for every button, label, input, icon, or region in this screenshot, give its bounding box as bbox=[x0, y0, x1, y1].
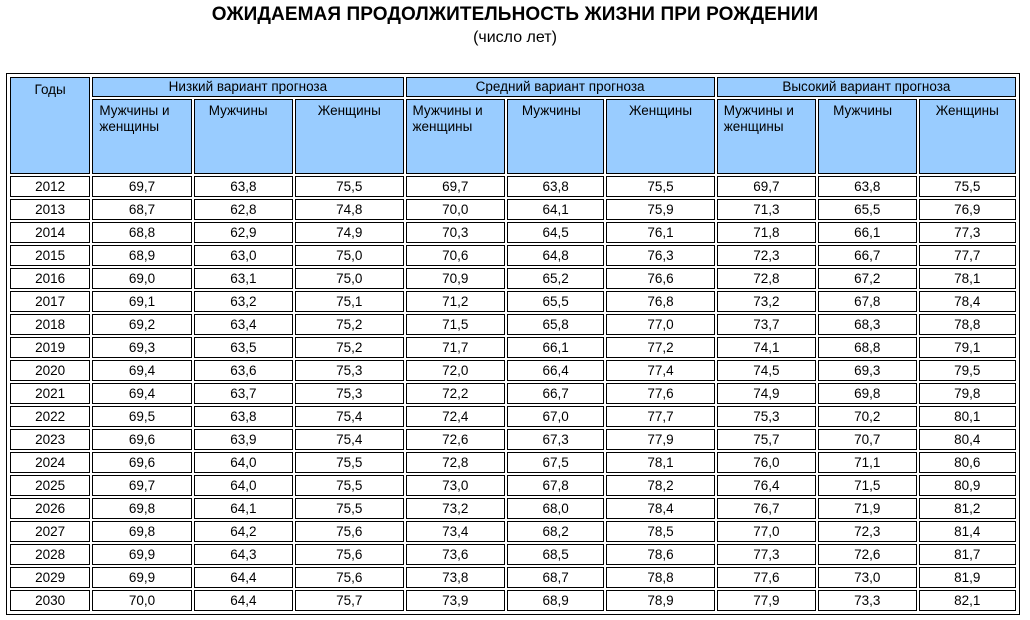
value-cell-low-both: 69,8 bbox=[92, 498, 191, 519]
table-row bbox=[10, 337, 1016, 358]
value-cell-medium-men: 66,7 bbox=[507, 383, 604, 404]
table-row bbox=[10, 590, 1016, 611]
value-cell-medium-women: 78,6 bbox=[606, 544, 714, 565]
value-cell-low-men: 63,7 bbox=[194, 383, 293, 404]
value-cell-medium-both: 73,4 bbox=[406, 521, 505, 542]
table-row bbox=[10, 429, 1016, 450]
value-cell-low-both: 68,9 bbox=[92, 245, 191, 266]
table-row bbox=[10, 222, 1016, 243]
value-cell-low-men: 64,0 bbox=[194, 452, 293, 473]
table-row bbox=[10, 199, 1016, 220]
value-cell-low-men: 63,1 bbox=[194, 268, 293, 289]
value-cell-high-both: 72,3 bbox=[717, 245, 816, 266]
value-cell-low-women: 75,5 bbox=[295, 475, 403, 496]
year-cell: 2025 bbox=[10, 475, 90, 496]
value-cell-low-men: 63,9 bbox=[194, 429, 293, 450]
value-cell-medium-men: 67,0 bbox=[507, 406, 604, 427]
value-cell-low-women: 75,2 bbox=[295, 314, 403, 335]
value-cell-medium-men: 65,2 bbox=[507, 268, 604, 289]
value-cell-high-women: 80,6 bbox=[919, 452, 1017, 473]
value-cell-high-women: 78,1 bbox=[919, 268, 1017, 289]
value-cell-low-women: 75,6 bbox=[295, 521, 403, 542]
sub-header-women-low: Женщины bbox=[295, 99, 403, 174]
value-cell-medium-women: 78,4 bbox=[606, 498, 714, 519]
value-cell-medium-men: 67,5 bbox=[507, 452, 604, 473]
year-cell: 2017 bbox=[10, 291, 90, 312]
value-cell-medium-women: 76,3 bbox=[606, 245, 714, 266]
value-cell-high-both: 74,5 bbox=[717, 360, 816, 381]
value-cell-low-both: 69,5 bbox=[92, 406, 191, 427]
value-cell-low-both: 69,6 bbox=[92, 429, 191, 450]
page-title: ОЖИДАЕМАЯ ПРОДОЛЖИТЕЛЬНОСТЬ ЖИЗНИ ПРИ РОЖДЕНИИ bbox=[211, 4, 819, 25]
value-cell-high-men: 68,8 bbox=[818, 337, 916, 358]
value-cell-medium-both: 73,8 bbox=[406, 567, 505, 588]
value-cell-high-women: 80,1 bbox=[919, 406, 1017, 427]
value-cell-high-men: 70,2 bbox=[818, 406, 916, 427]
value-cell-high-both: 69,7 bbox=[717, 176, 816, 197]
value-cell-high-men: 72,3 bbox=[818, 521, 916, 542]
value-cell-high-both: 77,6 bbox=[717, 567, 816, 588]
value-cell-low-women: 75,6 bbox=[295, 567, 403, 588]
year-cell: 2024 bbox=[10, 452, 90, 473]
value-cell-low-women: 74,8 bbox=[295, 199, 403, 220]
value-cell-high-men: 65,5 bbox=[818, 199, 916, 220]
year-cell: 2026 bbox=[10, 498, 90, 519]
table-row bbox=[10, 521, 1016, 542]
value-cell-low-men: 64,2 bbox=[194, 521, 293, 542]
year-cell: 2022 bbox=[10, 406, 90, 427]
value-cell-medium-men: 68,2 bbox=[507, 521, 604, 542]
value-cell-medium-both: 70,0 bbox=[406, 199, 505, 220]
year-cell: 2013 bbox=[10, 199, 90, 220]
value-cell-low-women: 75,3 bbox=[295, 360, 403, 381]
year-cell: 2021 bbox=[10, 383, 90, 404]
value-cell-medium-men: 65,5 bbox=[507, 291, 604, 312]
table-row bbox=[10, 176, 1016, 197]
value-cell-low-men: 64,3 bbox=[194, 544, 293, 565]
sub-header-both-low: Мужчины и женщины bbox=[92, 99, 191, 174]
value-cell-low-both: 69,9 bbox=[92, 567, 191, 588]
value-cell-high-women: 79,8 bbox=[919, 383, 1017, 404]
title-block bbox=[0, 4, 1030, 48]
year-cell: 2012 bbox=[10, 176, 90, 197]
value-cell-low-women: 75,3 bbox=[295, 383, 403, 404]
value-cell-low-men: 64,4 bbox=[194, 590, 293, 611]
value-cell-low-men: 63,8 bbox=[194, 406, 293, 427]
value-cell-low-women: 75,4 bbox=[295, 406, 403, 427]
value-cell-medium-men: 68,9 bbox=[507, 590, 604, 611]
value-cell-medium-both: 71,2 bbox=[406, 291, 505, 312]
value-cell-medium-men: 64,8 bbox=[507, 245, 604, 266]
table-row bbox=[10, 314, 1016, 335]
value-cell-medium-both: 72,6 bbox=[406, 429, 505, 450]
table-row bbox=[10, 498, 1016, 519]
value-cell-high-both: 73,7 bbox=[717, 314, 816, 335]
value-cell-medium-men: 68,0 bbox=[507, 498, 604, 519]
value-cell-low-women: 75,5 bbox=[295, 176, 403, 197]
value-cell-medium-both: 73,2 bbox=[406, 498, 505, 519]
value-cell-high-both: 71,8 bbox=[717, 222, 816, 243]
value-cell-medium-men: 65,8 bbox=[507, 314, 604, 335]
value-cell-high-women: 81,9 bbox=[919, 567, 1017, 588]
life-expectancy-table-frame bbox=[6, 73, 1020, 615]
value-cell-medium-women: 77,4 bbox=[606, 360, 714, 381]
value-cell-low-both: 69,4 bbox=[92, 360, 191, 381]
value-cell-high-women: 75,5 bbox=[919, 176, 1017, 197]
value-cell-medium-both: 70,9 bbox=[406, 268, 505, 289]
value-cell-medium-women: 78,8 bbox=[606, 567, 714, 588]
value-cell-high-women: 81,7 bbox=[919, 544, 1017, 565]
value-cell-low-men: 63,2 bbox=[194, 291, 293, 312]
value-cell-high-both: 77,9 bbox=[717, 590, 816, 611]
year-cell: 2014 bbox=[10, 222, 90, 243]
value-cell-high-both: 76,0 bbox=[717, 452, 816, 473]
value-cell-high-men: 69,8 bbox=[818, 383, 916, 404]
table-row bbox=[10, 475, 1016, 496]
life-expectancy-table bbox=[8, 75, 1018, 613]
value-cell-medium-women: 76,1 bbox=[606, 222, 714, 243]
group-header-high: Высокий вариант прогноза bbox=[717, 77, 1016, 97]
value-cell-low-both: 69,1 bbox=[92, 291, 191, 312]
value-cell-high-women: 78,4 bbox=[919, 291, 1017, 312]
value-cell-high-men: 73,0 bbox=[818, 567, 916, 588]
value-cell-low-men: 62,9 bbox=[194, 222, 293, 243]
table-row bbox=[10, 544, 1016, 565]
value-cell-medium-both: 71,5 bbox=[406, 314, 505, 335]
value-cell-high-women: 81,2 bbox=[919, 498, 1017, 519]
value-cell-high-men: 70,7 bbox=[818, 429, 916, 450]
value-cell-low-men: 63,4 bbox=[194, 314, 293, 335]
value-cell-low-men: 62,8 bbox=[194, 199, 293, 220]
value-cell-high-men: 71,9 bbox=[818, 498, 916, 519]
value-cell-medium-women: 77,7 bbox=[606, 406, 714, 427]
value-cell-low-women: 75,7 bbox=[295, 590, 403, 611]
value-cell-low-men: 63,6 bbox=[194, 360, 293, 381]
value-cell-medium-both: 73,6 bbox=[406, 544, 505, 565]
value-cell-low-women: 75,1 bbox=[295, 291, 403, 312]
value-cell-medium-men: 64,5 bbox=[507, 222, 604, 243]
value-cell-low-women: 75,5 bbox=[295, 498, 403, 519]
value-cell-medium-women: 77,6 bbox=[606, 383, 714, 404]
value-cell-medium-women: 78,2 bbox=[606, 475, 714, 496]
value-cell-medium-women: 76,6 bbox=[606, 268, 714, 289]
table-row bbox=[10, 383, 1016, 404]
value-cell-medium-men: 66,1 bbox=[507, 337, 604, 358]
value-cell-medium-women: 78,9 bbox=[606, 590, 714, 611]
value-cell-low-both: 69,2 bbox=[92, 314, 191, 335]
value-cell-low-women: 75,2 bbox=[295, 337, 403, 358]
value-cell-medium-men: 64,1 bbox=[507, 199, 604, 220]
year-cell: 2023 bbox=[10, 429, 90, 450]
table-row bbox=[10, 245, 1016, 266]
sub-header-both-high: Мужчины и женщины bbox=[717, 99, 816, 174]
value-cell-high-both: 75,7 bbox=[717, 429, 816, 450]
year-cell: 2020 bbox=[10, 360, 90, 381]
value-cell-high-men: 63,8 bbox=[818, 176, 916, 197]
value-cell-low-men: 64,1 bbox=[194, 498, 293, 519]
value-cell-medium-men: 67,3 bbox=[507, 429, 604, 450]
value-cell-high-both: 72,8 bbox=[717, 268, 816, 289]
value-cell-medium-women: 77,0 bbox=[606, 314, 714, 335]
value-cell-high-men: 67,2 bbox=[818, 268, 916, 289]
year-cell: 2016 bbox=[10, 268, 90, 289]
value-cell-low-women: 75,0 bbox=[295, 268, 403, 289]
value-cell-medium-both: 73,9 bbox=[406, 590, 505, 611]
value-cell-high-both: 74,1 bbox=[717, 337, 816, 358]
value-cell-high-both: 76,7 bbox=[717, 498, 816, 519]
sub-header-women-medium: Женщины bbox=[606, 99, 714, 174]
value-cell-high-men: 69,3 bbox=[818, 360, 916, 381]
value-cell-low-both: 69,0 bbox=[92, 268, 191, 289]
value-cell-medium-men: 67,8 bbox=[507, 475, 604, 496]
value-cell-high-men: 66,7 bbox=[818, 245, 916, 266]
value-cell-medium-men: 63,8 bbox=[507, 176, 604, 197]
value-cell-high-women: 77,3 bbox=[919, 222, 1017, 243]
value-cell-high-both: 76,4 bbox=[717, 475, 816, 496]
value-cell-medium-women: 77,2 bbox=[606, 337, 714, 358]
value-cell-high-women: 77,7 bbox=[919, 245, 1017, 266]
value-cell-low-both: 69,7 bbox=[92, 176, 191, 197]
table-row bbox=[10, 452, 1016, 473]
value-cell-medium-both: 70,6 bbox=[406, 245, 505, 266]
table-row bbox=[10, 268, 1016, 289]
value-cell-high-women: 78,8 bbox=[919, 314, 1017, 335]
value-cell-high-men: 73,3 bbox=[818, 590, 916, 611]
value-cell-medium-women: 75,9 bbox=[606, 199, 714, 220]
table-body bbox=[10, 176, 1016, 611]
value-cell-medium-women: 77,9 bbox=[606, 429, 714, 450]
value-cell-medium-men: 66,4 bbox=[507, 360, 604, 381]
value-cell-high-both: 75,3 bbox=[717, 406, 816, 427]
value-cell-medium-both: 70,3 bbox=[406, 222, 505, 243]
table-row bbox=[10, 291, 1016, 312]
year-cell: 2019 bbox=[10, 337, 90, 358]
value-cell-high-men: 71,1 bbox=[818, 452, 916, 473]
value-cell-low-both: 69,8 bbox=[92, 521, 191, 542]
value-cell-high-women: 80,9 bbox=[919, 475, 1017, 496]
value-cell-low-both: 68,7 bbox=[92, 199, 191, 220]
value-cell-low-both: 68,8 bbox=[92, 222, 191, 243]
value-cell-high-men: 68,3 bbox=[818, 314, 916, 335]
value-cell-high-both: 77,0 bbox=[717, 521, 816, 542]
value-cell-low-both: 69,7 bbox=[92, 475, 191, 496]
year-cell: 2028 bbox=[10, 544, 90, 565]
year-cell: 2030 bbox=[10, 590, 90, 611]
value-cell-medium-both: 69,7 bbox=[406, 176, 505, 197]
value-cell-medium-men: 68,7 bbox=[507, 567, 604, 588]
group-header-low: Низкий вариант прогноза bbox=[92, 77, 403, 97]
value-cell-medium-both: 73,0 bbox=[406, 475, 505, 496]
year-cell: 2018 bbox=[10, 314, 90, 335]
value-cell-low-men: 63,8 bbox=[194, 176, 293, 197]
sub-header-men-high: Мужчины bbox=[818, 99, 916, 174]
value-cell-low-women: 75,0 bbox=[295, 245, 403, 266]
value-cell-high-women: 79,1 bbox=[919, 337, 1017, 358]
value-cell-medium-both: 71,7 bbox=[406, 337, 505, 358]
value-cell-medium-both: 72,4 bbox=[406, 406, 505, 427]
value-cell-high-women: 79,5 bbox=[919, 360, 1017, 381]
sub-header-women-high: Женщины bbox=[919, 99, 1017, 174]
value-cell-medium-women: 78,1 bbox=[606, 452, 714, 473]
value-cell-high-both: 74,9 bbox=[717, 383, 816, 404]
page-subtitle: (число лет) bbox=[473, 29, 557, 46]
value-cell-high-men: 72,6 bbox=[818, 544, 916, 565]
table-row bbox=[10, 360, 1016, 381]
sub-header-men-medium: Мужчины bbox=[507, 99, 604, 174]
value-cell-medium-women: 78,5 bbox=[606, 521, 714, 542]
year-cell: 2029 bbox=[10, 567, 90, 588]
value-cell-high-women: 76,9 bbox=[919, 199, 1017, 220]
value-cell-low-women: 74,9 bbox=[295, 222, 403, 243]
value-cell-high-both: 77,3 bbox=[717, 544, 816, 565]
value-cell-high-men: 67,8 bbox=[818, 291, 916, 312]
value-cell-high-women: 81,4 bbox=[919, 521, 1017, 542]
value-cell-high-both: 73,2 bbox=[717, 291, 816, 312]
value-cell-medium-both: 72,0 bbox=[406, 360, 505, 381]
value-cell-low-women: 75,5 bbox=[295, 452, 403, 473]
value-cell-low-women: 75,4 bbox=[295, 429, 403, 450]
value-cell-medium-both: 72,8 bbox=[406, 452, 505, 473]
value-cell-low-both: 69,6 bbox=[92, 452, 191, 473]
value-cell-medium-men: 68,5 bbox=[507, 544, 604, 565]
value-cell-low-both: 69,4 bbox=[92, 383, 191, 404]
years-header: Годы bbox=[10, 77, 90, 174]
sub-header-both-medium: Мужчины и женщины bbox=[406, 99, 505, 174]
group-header-medium: Средний вариант прогноза bbox=[406, 77, 715, 97]
value-cell-high-men: 66,1 bbox=[818, 222, 916, 243]
value-cell-low-men: 63,0 bbox=[194, 245, 293, 266]
value-cell-low-men: 64,0 bbox=[194, 475, 293, 496]
value-cell-high-women: 80,4 bbox=[919, 429, 1017, 450]
table-row bbox=[10, 567, 1016, 588]
value-cell-low-both: 69,3 bbox=[92, 337, 191, 358]
year-cell: 2027 bbox=[10, 521, 90, 542]
table-row bbox=[10, 406, 1016, 427]
year-cell: 2015 bbox=[10, 245, 90, 266]
sub-header-men-low: Мужчины bbox=[194, 99, 293, 174]
value-cell-medium-both: 72,2 bbox=[406, 383, 505, 404]
value-cell-low-men: 64,4 bbox=[194, 567, 293, 588]
value-cell-high-women: 82,1 bbox=[919, 590, 1017, 611]
value-cell-high-men: 71,5 bbox=[818, 475, 916, 496]
value-cell-low-men: 63,5 bbox=[194, 337, 293, 358]
value-cell-medium-women: 75,5 bbox=[606, 176, 714, 197]
value-cell-medium-women: 76,8 bbox=[606, 291, 714, 312]
value-cell-low-both: 70,0 bbox=[92, 590, 191, 611]
value-cell-low-both: 69,9 bbox=[92, 544, 191, 565]
value-cell-high-both: 71,3 bbox=[717, 199, 816, 220]
value-cell-low-women: 75,6 bbox=[295, 544, 403, 565]
